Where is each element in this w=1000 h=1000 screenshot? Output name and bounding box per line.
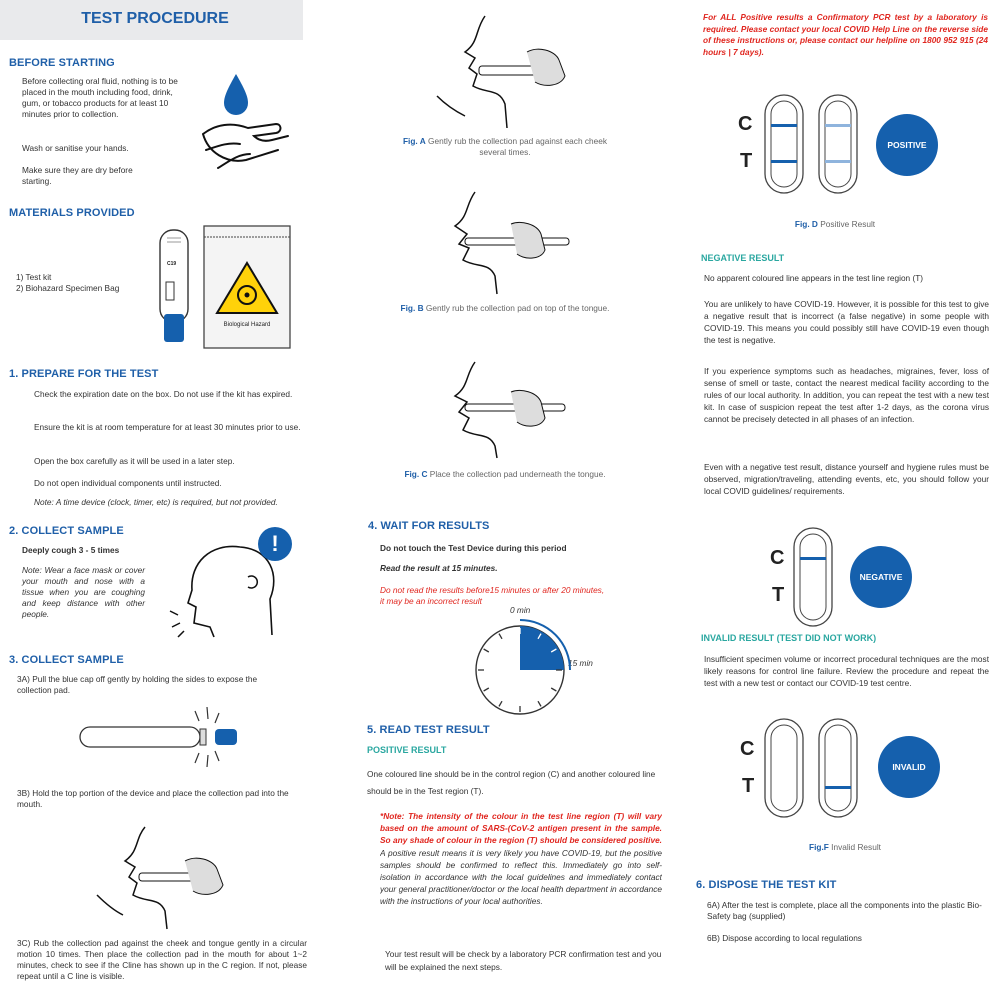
device-label: C19	[167, 261, 177, 267]
dry-hands-text: Make sure they are dry before starting.	[22, 165, 133, 186]
fig-d-text: Positive Result	[820, 219, 876, 229]
prepare-step-3: Open the box carefully as it will be used in a later step.	[34, 456, 235, 466]
fig-f-label: Fig.F	[809, 842, 829, 852]
fig-a-label: Fig. A	[402, 136, 426, 146]
prepare-heading: 1. PREPARE FOR THE TEST	[9, 368, 159, 380]
dispose-heading: 6. DISPOSE THE TEST KIT	[696, 879, 837, 891]
positive-note	[380, 810, 662, 932]
timer-15-min: 15 min	[568, 658, 593, 668]
wash-hands-text: Wash or sanitise your hands.	[22, 143, 129, 153]
materials-item-test-kit: 1) Test kit	[16, 272, 52, 282]
timer-0-min: 0 min	[510, 605, 531, 615]
positive-result-text: One coloured line should be in the control region (C) and another coloured line should be in the Test region (T).	[367, 769, 656, 796]
step-3c: 3C) Rub the collection pad against the cheek and tongue gently in a circular motion 10 times. Then place the collection pad in the mouth for about 1~2 minutes, check to see if the Cline has shown up in the C region. If not, please repeat until a C line is visible.	[17, 938, 307, 981]
cough-note: Note: Wear a face mask or cover your mouth and nose with a tissue when you are coughing and keep distance with other people.	[22, 565, 145, 619]
timer-clock-icon	[470, 620, 570, 720]
fig-c-illustration	[425, 360, 575, 460]
positive-c-label: C	[738, 113, 753, 135]
negative-text-1: No apparent coloured line appears in the test line region (T)	[704, 273, 924, 283]
materials-item-bag: 2) Biohazard Specimen Bag	[16, 283, 120, 293]
wait-warning: Do not read the results before15 minutes or after 20 minutes, it may be an incorrect result	[380, 585, 605, 606]
negative-result-heading: NEGATIVE RESULT	[701, 253, 785, 263]
negative-c-label: C	[770, 547, 785, 569]
positive-t-label: T	[740, 150, 753, 172]
fig-d-label: Fig. D	[794, 219, 818, 229]
invalid-t-label: T	[742, 775, 755, 797]
fig-c-label: Fig. C	[404, 469, 428, 479]
negative-text-3: If you experience symptoms such as headaches, migraines, fever, loss of sense of smell or taste, contact the nearest medical facility according to the rules of our local authority. In addition, you can repeat the test with a new test kit. In case of suspicion repeat the test after 1-2 days, as the corona virus cannot be precisely detected in all phases of an infection.	[704, 366, 989, 424]
fig-a-text: Gently rub the collection pad against each cheek several times.	[428, 136, 608, 157]
fig-b-text: Gently rub the collection pad on top of the tongue.	[425, 303, 610, 313]
device-cap-removal-icon	[75, 705, 245, 770]
positive-cassette-pair	[763, 93, 863, 195]
negative-badge: NEGATIVE	[850, 546, 912, 608]
prepare-note: Note: A time device (clock, timer, etc) is required, but not provided.	[34, 497, 278, 507]
collect-sample-heading-2: 3. COLLECT SAMPLE	[9, 654, 124, 666]
page-title: TEST PROCEDURE	[81, 10, 229, 27]
hand-wash-icon	[198, 72, 298, 182]
fig-f-text: Invalid Result	[831, 842, 881, 852]
positive-note-rest: A positive result means it is very likely you have COVID-19, but the positive samples should be confirmed to reflect this. Immediately go into self-isolation in accordance with the local guidelines and immediately contact your general practitioner/doctor or the local health department in accordance with the instructions of your local authorities.	[380, 847, 662, 907]
positive-badge: POSITIVE	[876, 114, 938, 176]
step-3a: 3A) Pull the blue cap off gently by holding the sides to expose the collection pad.	[17, 674, 258, 695]
fig-a-caption	[395, 136, 615, 158]
materials-heading: MATERIALS PROVIDED	[9, 207, 135, 219]
prepare-step-2: Ensure the kit is at room temperature for at least 30 minutes prior to use.	[34, 422, 301, 432]
invalid-result-heading: INVALID RESULT (TEST DID NOT WORK)	[701, 633, 877, 643]
fig-f-caption	[770, 842, 920, 853]
before-starting-text: Before collecting oral fluid, nothing is to be placed in the mouth including food, drink, gum, or tobacco products for at least 10 minutes prior to collection.	[22, 76, 178, 119]
negative-text-4: Even with a negative test result, distance yourself and hygiene rules must be observed, migration/traveling, attending events, etc, you should follow your local COVID guidelines/ requirements.	[704, 462, 989, 496]
fig-c-caption	[395, 469, 615, 480]
fig-b-caption	[395, 303, 615, 314]
fig-c-text: Place the collection pad underneath the tongue.	[429, 469, 606, 479]
step-3b: 3B) Hold the top portion of the device and place the collection pad into the mouth.	[17, 788, 289, 809]
negative-t-label: T	[772, 584, 785, 606]
timer-elapsed-wedge	[520, 626, 564, 670]
test-device-icon	[157, 228, 191, 344]
invalid-text: Insufficient specimen volume or incorrect procedural techniques are the most likely reasons for control line failure. Review the procedure and repeat the test with a new test or contact our COVID-19 test centre.	[704, 654, 989, 688]
dispose-step-6b: 6B) Dispose according to local regulations	[707, 933, 862, 943]
read-result-heading: 5. READ TEST RESULT	[367, 724, 490, 736]
bag-label: Biological Hazard	[223, 322, 271, 328]
alert-icon: !	[258, 527, 292, 561]
fig-d-caption	[760, 219, 910, 230]
wait-heading: 4. WAIT FOR RESULTS	[368, 520, 490, 532]
invalid-c-label: C	[740, 738, 755, 760]
prepare-step-4: Do not open individual components until instructed.	[34, 478, 222, 488]
cough-instruction: Deeply cough 3 - 5 times	[22, 545, 120, 555]
negative-text-2: You are unlikely to have COVID-19. However, it is possible for this test to give a negative result that is incorrect (a false negative) in some people with COVID-19. This means you could possibly still have COVID-19 even though the test is negative.	[704, 299, 989, 345]
positive-result-heading: POSITIVE RESULT	[367, 745, 447, 755]
fig-b-illustration	[425, 190, 575, 295]
negative-cassette	[792, 526, 836, 628]
prepare-step-1: Check the expiration date on the box. Do not use if the kit has expired.	[34, 389, 293, 399]
collect-sample-heading: 2. COLLECT SAMPLE	[9, 525, 124, 537]
collection-pad-mouth-icon	[95, 825, 240, 930]
invalid-cassette-pair	[763, 717, 863, 819]
pcr-confirmation-text: Your test result will be check by a laboratory PCR confirmation test and you will be explained the next steps.	[385, 949, 662, 972]
wait-read-time: Read the result at 15 minutes.	[380, 563, 498, 573]
pcr-notice: For ALL Positive results a Confirmatory PCR test by a laboratory is required. Please contact your local COVID Help Line on the reverse side of these instructions or, please contact our helpline on 1800 952 915 (24 hours | 7 days).	[703, 12, 988, 57]
dispose-step-6a: 6A) After the test is complete, place all the components into the plastic Bio-Safety bag (supplied)	[707, 900, 982, 921]
invalid-badge: INVALID	[878, 736, 940, 798]
biohazard-bag-icon	[203, 225, 291, 349]
before-starting-heading: BEFORE STARTING	[9, 57, 115, 69]
wait-do-not-touch: Do not touch the Test Device during this period	[380, 543, 567, 553]
fig-b-label: Fig. B	[400, 303, 424, 313]
fig-a-illustration	[435, 12, 580, 130]
positive-note-red: *Note: The intensity of the colour in the test line region (T) will vary based on the amount of SARS-(CoV-2 antigen present in the sample. So any shade of colour in the region (T) should be considered positive.	[380, 811, 662, 846]
